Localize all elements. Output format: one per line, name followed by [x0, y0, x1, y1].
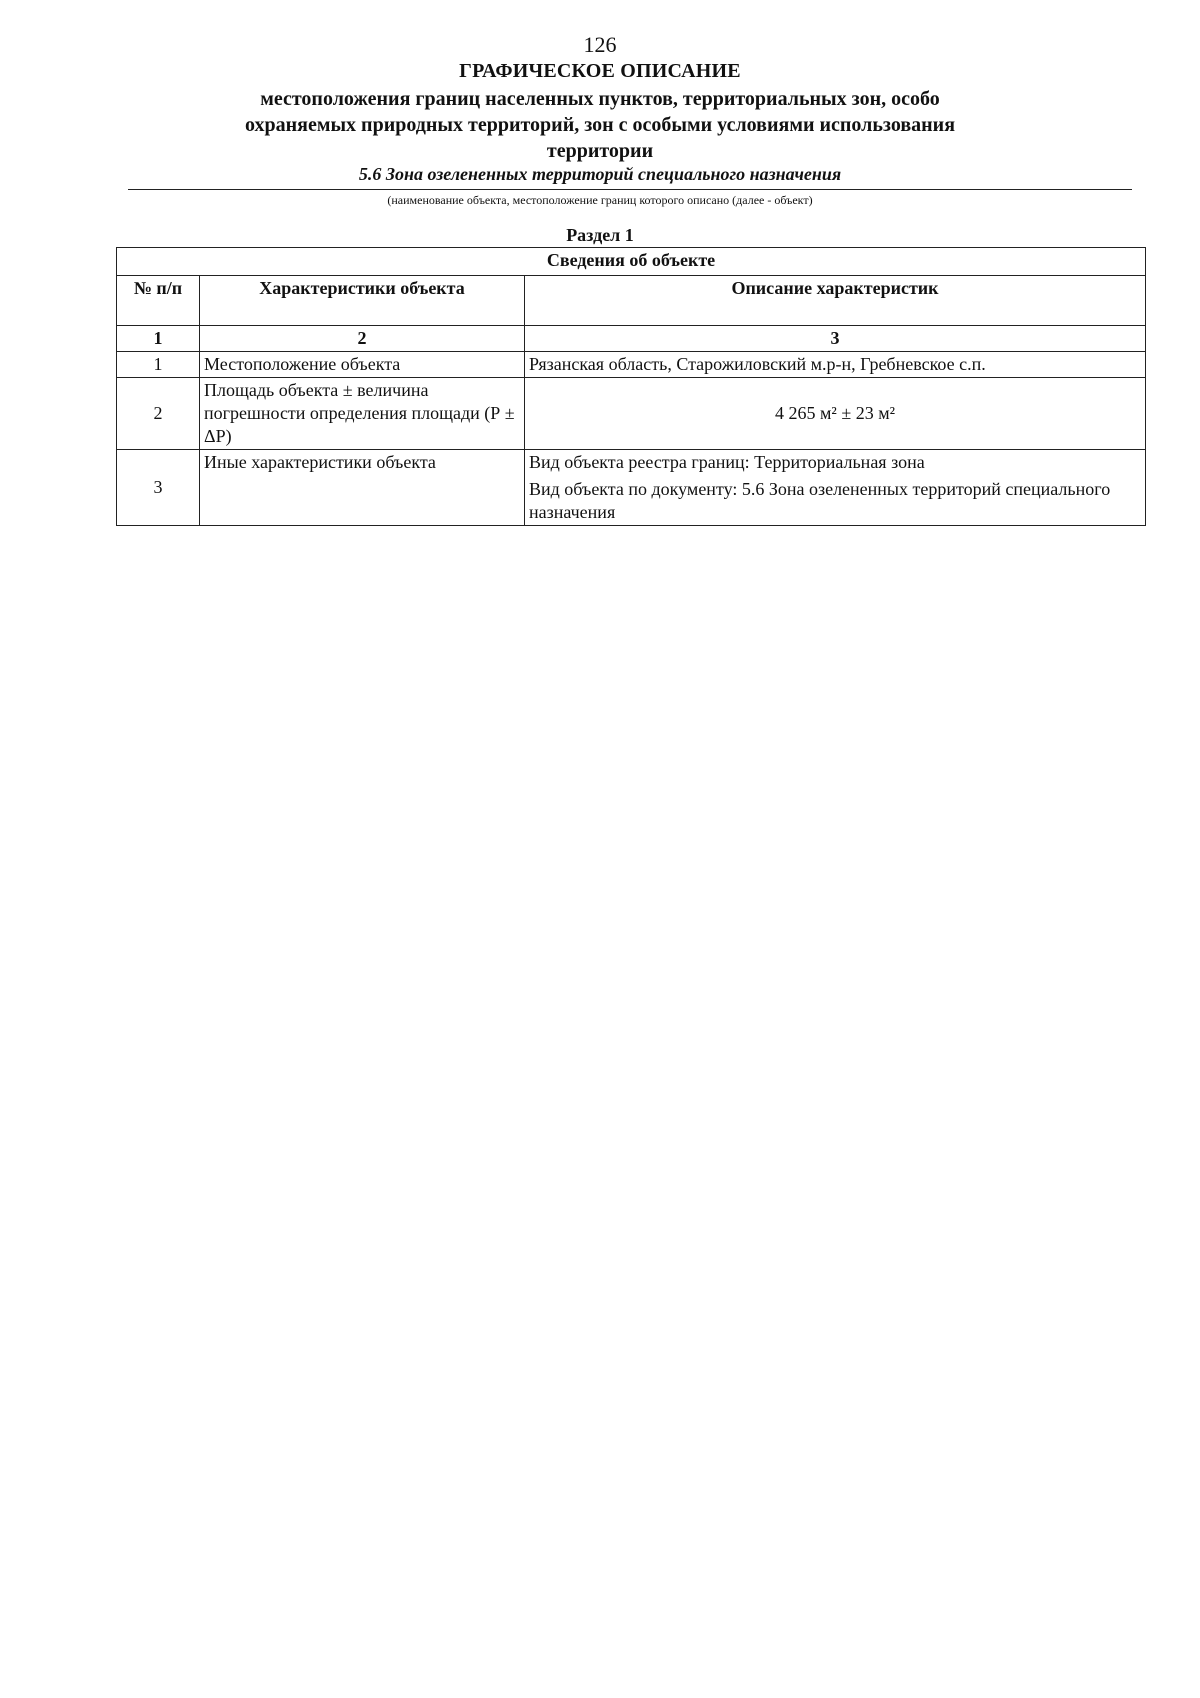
table-header-row — [117, 276, 1146, 326]
row-description: 4 265 м² ± 23 м² — [525, 378, 1146, 450]
object-name: 5.6 Зона озелененных территорий специального назначения — [358, 164, 842, 184]
row-characteristic: Иные характеристики объекта — [200, 450, 525, 526]
header-description: Описание характеристик — [525, 276, 1146, 326]
row-description-cell — [525, 450, 1146, 526]
header-number: № п/п — [117, 276, 200, 326]
row-description: Вид объекта по документу: 5.6 Зона озелененных территорий специального назначения — [529, 479, 1111, 522]
object-name-caption: (наименование объекта, местоположение границ которого описано (далее - объект) — [387, 193, 813, 207]
row-number: 1 — [117, 352, 200, 378]
table-row — [117, 378, 1146, 450]
table-caption: Сведения об объекте — [117, 248, 1146, 276]
section-title: Раздел 1 — [566, 225, 634, 245]
document-subtitle: местоположения границ населенных пунктов, территориальных зон, особо охраняемых природных территорий, зон с особыми условиями использования территории — [244, 88, 956, 162]
header-characteristic: Характеристики объекта — [200, 276, 525, 326]
page-number: 126 — [583, 32, 617, 57]
row-description: Вид объекта реестра границ: Территориальная зона — [529, 452, 925, 472]
row-characteristic: Местоположение объекта — [200, 352, 525, 378]
document-title: ГРАФИЧЕСКОЕ ОПИСАНИЕ — [459, 60, 741, 82]
divider-line — [128, 189, 1132, 190]
column-number: 3 — [525, 326, 1146, 352]
row-number: 3 — [117, 450, 200, 526]
column-number: 2 — [200, 326, 525, 352]
object-info-table — [116, 247, 1146, 526]
table-row — [117, 352, 1146, 378]
table-caption-row — [117, 248, 1146, 276]
row-number: 2 — [117, 378, 200, 450]
column-number-row — [117, 326, 1146, 352]
row-description: Рязанская область, Старожиловский м.р-н, Гребневское с.п. — [525, 352, 1146, 378]
table-row — [117, 450, 1146, 526]
column-number: 1 — [117, 326, 200, 352]
row-characteristic: Площадь объекта ± величина погрешности определения площади (Р ± ΔР) — [200, 378, 525, 450]
